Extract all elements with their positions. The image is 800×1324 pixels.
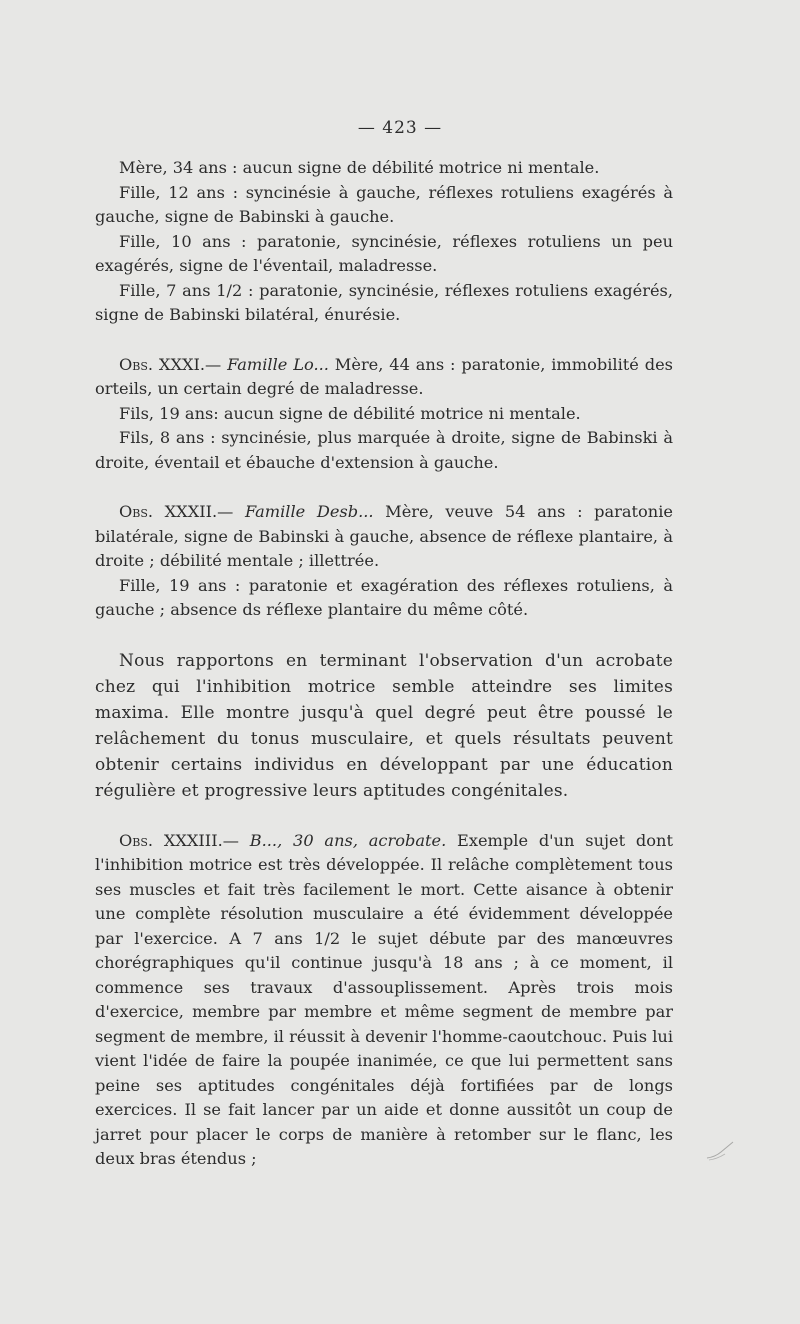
obs-label: Obs. XXXIII.— [119, 830, 239, 850]
paragraph-fille-12: Fille, 12 ans : syncinésie à gauche, réflexes rotuliens exagérés à gauche, signe de Babinski à gauche. [95, 182, 673, 226]
family-name: Famille Desb... [244, 502, 374, 521]
body-text [95, 156, 673, 1172]
paragraph-fils-8: Fils, 8 ans : syncinésie, plus marquée à droite, signe de Babinski à droite, éventail et ébauche d'extension à gauche. [95, 428, 673, 472]
page-number: — 423 — [357, 118, 443, 138]
obs-label: Obs. XXXI.— [119, 354, 222, 374]
paragraph-fille-10: Fille, 10 ans : paratonie, syncinésie, réflexes rotuliens un peu exagérés, signe de l'éventail, maladresse. [95, 231, 673, 275]
obs-label: Obs. XXXII.— [119, 502, 234, 521]
paragraph-fille-19: Fille, 19 ans : paratonie et exagération des réflexes rotuliens, à gauche ; absence ds réflexe plantaire du même côté. [95, 575, 673, 619]
pencil-mark-icon [705, 1140, 735, 1162]
observation-xxxi [95, 353, 673, 402]
paragraph-fils-19: Fils, 19 ans: aucun signe de débilité motrice ni mentale. [119, 403, 581, 423]
observation-text: Mère, 44 ans : paratonie, immobilité des orteils, un certain degré de maladresse. [95, 354, 673, 398]
paragraph-mere-34: Mère, 34 ans : aucun signe de débilité motrice ni mentale. [119, 158, 600, 177]
paragraph-fille-7: Fille, 7 ans 1/2 : paratonie, syncinésie, réflexes rotuliens exagérés, signe de Babinski bilatéral, énurésie. [95, 280, 673, 324]
observation-xxxii [95, 500, 673, 574]
observation-text: Exemple d'un sujet dont l'inhibition motrice est très développée. Il relâche complètement tous ses muscles et fait très facilement le mort. Cette aisance à obtenir une complète résolution musculaire a été évidemment développée par l'exercice. A 7 ans 1/2 le sujet débute par des manœuvres chorégraphiques qu'il continue jusqu'à 18 ans ; à ce moment, il commence ses travaux d'assouplissement. Après trois mois d'exercice, membre par membre et même segment de membre par segment de membre, il réussit à devenir l'homme-caoutchouc. Puis lui vient l'idée de faire la poupée inanimée, ce que lui permettent sans peine ses aptitudes congénitales déjà fortifiées par de longs exercices. Il se fait lancer par un aide et donne aussitôt un coup de jarret pour placer le corps de manière à retomber sur le flanc, les deux bras étendus ; [95, 830, 673, 1168]
subject-name: B..., 30 ans, acrobate. [249, 830, 447, 850]
observation-xxxiii [95, 829, 673, 1172]
observation-text: Mère, veuve 54 ans : paratonie bilatérale, signe de Babinski à gauche, absence de réflexe plantaire, à droite ; débilité mentale ; illettrée. [95, 502, 673, 570]
family-name: Famille Lo... [227, 354, 329, 374]
paragraph-acrobate-intro: Nous rapportons en terminant l'observation d'un acrobate chez qui l'inhibition motrice semble atteindre ses limites maxima. Elle montre jusqu'à quel degré peut être poussé le relâchement du tonus musculaire, et quels résultats peuvent obtenir certains individus en développant par une éducation régulière et progressive leurs aptitudes congénitales. [95, 650, 673, 801]
